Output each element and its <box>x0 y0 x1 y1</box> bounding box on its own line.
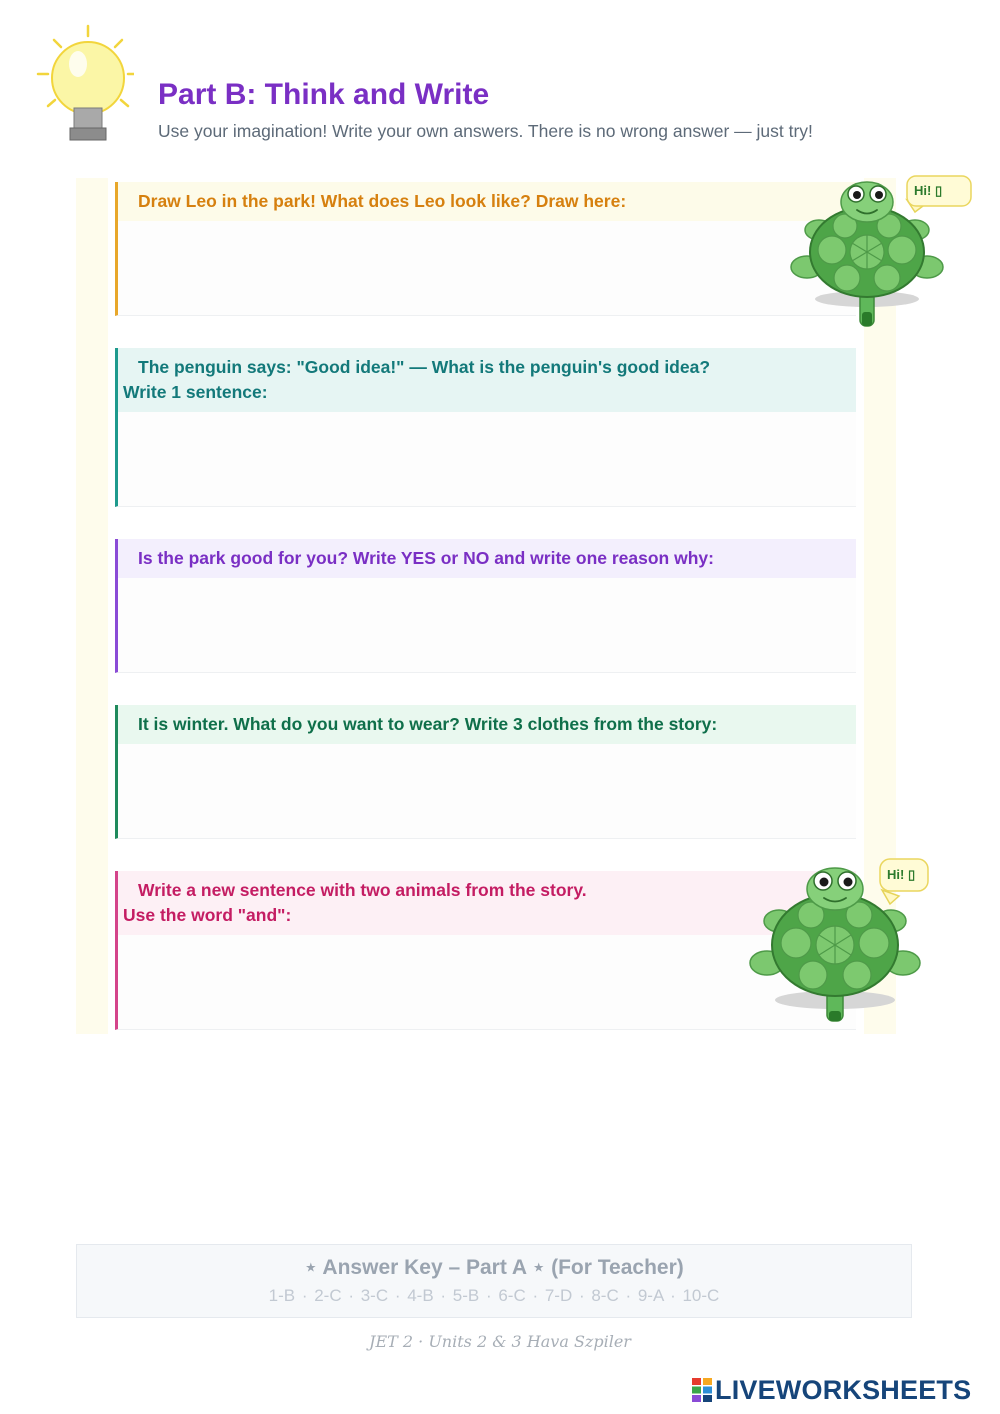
answer-key-answers: 1-B · 2-C · 3-C · 4-B · 5-B · 6-C · 7-D · 8-C · 9-A · 10-C <box>268 1286 720 1305</box>
turtle-mascot-icon <box>745 857 930 1024</box>
question-2-text-line2: Write 1 sentence: <box>123 382 268 402</box>
lightbulb-icon <box>34 22 134 147</box>
question-5-text-line2: Use the word "and": <box>123 905 292 925</box>
question-4-text: It is winter. What do you want to wear? Write 3 clothes from the story: <box>138 714 718 734</box>
answer-key-title: ⋆ Answer Key – Part A ⋆ (For Teacher) <box>304 1256 684 1279</box>
speech-bubble-text: Hi! ▯ <box>914 183 943 198</box>
question-1 <box>115 182 856 316</box>
page-title: Part B: Think and Write <box>158 78 490 111</box>
turtle-mascot-icon <box>785 172 975 332</box>
question-2 <box>115 348 856 507</box>
liveworksheets-logo-icon <box>692 1378 712 1402</box>
author-credit: JET 2 · Units 2 & 3 Hava Szpiler <box>369 1332 631 1351</box>
liveworksheets-logo[interactable] <box>692 1375 971 1405</box>
question-4 <box>115 705 856 839</box>
question-4-prompt <box>118 705 856 744</box>
question-3-prompt <box>118 539 856 578</box>
question-2-text: The penguin says: "Good idea!" — What is the penguin's good idea? <box>138 357 711 377</box>
question-1-text: Draw Leo in the park! What does Leo look like? Draw here: <box>138 191 627 211</box>
page-subtitle: Use your imagination! Write your own answers. There is no wrong answer — just try! <box>158 121 813 141</box>
question-3-text: Is the park good for you? Write YES or NO and write one reason why: <box>138 548 714 568</box>
question-5-text: Write a new sentence with two animals from the story. <box>138 880 587 900</box>
question-3 <box>115 539 856 673</box>
answer-key-box <box>76 1244 912 1318</box>
question-2-prompt <box>118 348 856 412</box>
liveworksheets-logo-text: LIVEWORKSHEETS <box>715 1374 972 1405</box>
question-1-prompt <box>118 182 856 221</box>
speech-bubble-text: Hi! ▯ <box>887 867 916 882</box>
